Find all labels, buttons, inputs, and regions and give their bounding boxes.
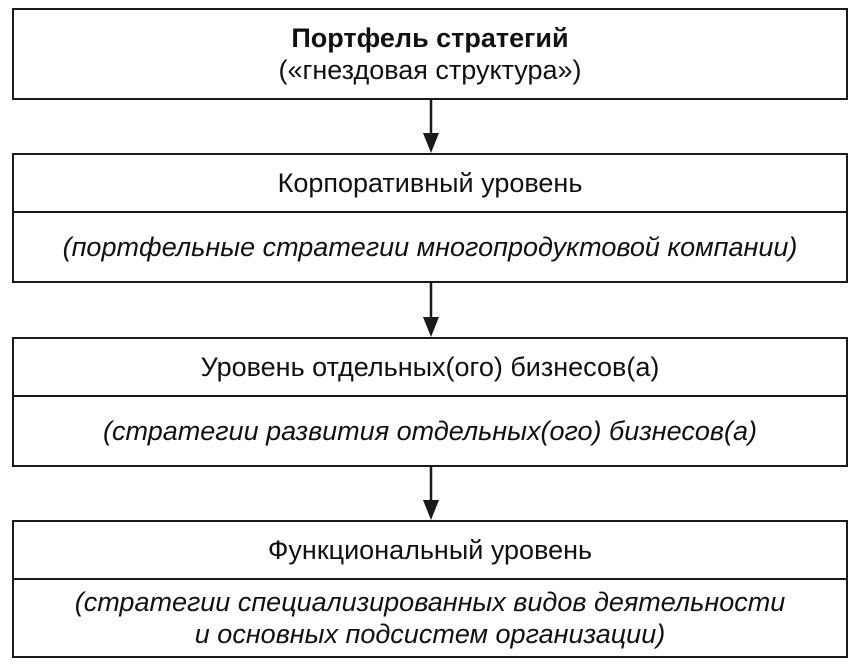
functional-title: Функциональный уровень: [267, 535, 593, 565]
business-description: (стратегии развития отдельных(ого) бизнесов(а): [103, 416, 757, 446]
arrow-portfolio-to-corporate: [423, 100, 439, 153]
arrow-business-to-functional: [423, 467, 439, 520]
corporate-title: Корпоративный уровень: [277, 168, 583, 198]
business-title: Уровень отдельных(ого) бизнесов(а): [200, 352, 660, 382]
functional-description-line1: (стратегии специализированных видов деятельности: [74, 587, 786, 617]
arrow-corporate-to-business: [423, 283, 439, 337]
corporate-description: (портфельные стратегии многопродуктовой компании): [62, 232, 798, 262]
functional-description-line2: и основных подсистем организации): [194, 619, 666, 649]
portfolio-subtitle: («гнездовая структура»): [278, 55, 582, 85]
portfolio-title: Портфель стратегий: [291, 23, 569, 53]
